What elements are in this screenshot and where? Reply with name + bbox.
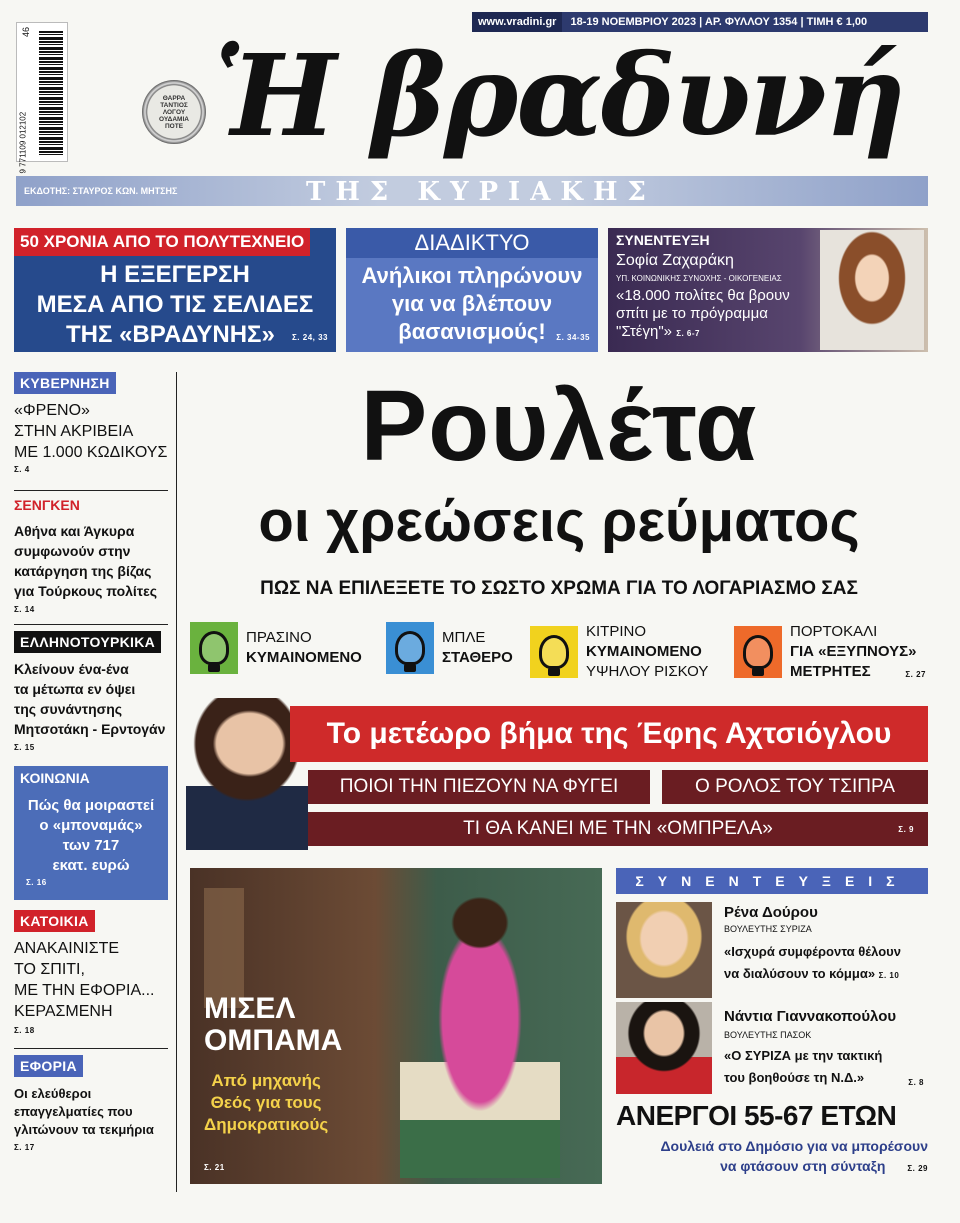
page-ref: Σ. 18 [14, 1026, 35, 1035]
unemployed-story[interactable] [616, 1100, 928, 1186]
sidebar-item-tax[interactable] [14, 1048, 168, 1162]
zacharaki-photo [820, 230, 924, 350]
achtsioglou-sub2: Ο ΡΟΛΟΣ ΤΟΥ ΤΣΙΠΡΑ [662, 770, 928, 804]
obama-name-2: ΟΜΠΑΜΑ [204, 1024, 343, 1057]
page-ref: Σ. 24, 33 [292, 333, 328, 342]
tariff-row [190, 620, 928, 682]
page-ref: Σ. 9 [898, 824, 914, 834]
sidebar-line: συμφωνούν στην [14, 543, 131, 559]
achtsioglou-sub3: ΤΙ ΘΑ ΚΑΝΕΙ ΜΕ ΤΗΝ «ΟΜΠΡΕΛΑ» [463, 818, 773, 839]
seal-text: ΘΑΡΡΑ ΤΑΝΤΙΟΣ ΛΟΓΟΥ ΟΥΔΑΜΙΑ ΠΟΤΕ [159, 94, 189, 130]
sidebar-line: τα μέτωπα εν όψει [14, 681, 136, 697]
sidebar-line: των 717 [62, 837, 120, 854]
bulb-icon [734, 626, 782, 678]
interviewee-role: ΥΠ. ΚΟΙΝΩΝΙΚΗΣ ΣΥΝΟΧΗΣ - ΟΙΚΟΓΕΝΕΙΑΣ [616, 274, 782, 283]
top-story-internet[interactable] [346, 228, 598, 352]
bulb-icon [530, 626, 578, 678]
achtsioglou-title: Το μετέωρο βήμα της Έφης Αχτσιόγλου [326, 717, 892, 750]
page-ref: Σ. 29 [907, 1164, 928, 1173]
lead-deck: ΠΩΣ ΝΑ ΕΠΙΛΕΞΕΤΕ ΤΟ ΣΩΣΤΟ ΧΡΩΜΑ ΓΙΑ ΤΟ ΛΟΓΑΡΙΑΣΜΟ ΣΑΣ [260, 578, 858, 599]
newspaper-logo[interactable]: Ἡ βραδυνή [214, 31, 905, 162]
interviewee-name: Νάντια Γιαννακοπούλου [724, 1008, 897, 1025]
obama-name-1: ΜΙΣΕΛ [204, 992, 296, 1025]
barcode-digits: 9 771109 012102 [18, 111, 28, 174]
barcode-bars [39, 31, 63, 155]
sidebar-tag: ΚΟΙΝΩΝΙΑ [20, 770, 90, 786]
lead-headline[interactable]: Ρουλέτα [360, 370, 758, 482]
sidebar-line: Αθήνα και Άγκυρα [14, 523, 135, 539]
achtsioglou-story[interactable] [186, 706, 928, 850]
sidebar-tag: ΕΛΛΗΝΟΤΟΥΡΚΙΚΑ [14, 631, 161, 653]
sidebar-tag: ΚΥΒΕΡΝΗΣΗ [14, 372, 116, 394]
story-line: ΤΗΣ «ΒΡΑΔΥΝΗΣ» [66, 321, 275, 348]
sidebar-line: κατάργηση της βίζας [14, 563, 152, 579]
page-ref: Σ. 14 [14, 605, 35, 614]
sidebar-item-housing[interactable] [14, 900, 168, 1048]
sidebar-line: της συνάντησης [14, 701, 123, 717]
sidebar-line: ΜΕ 1.000 ΚΩΔΙΚΟΥΣ [14, 444, 168, 461]
sidebar-line: εκατ. ευρώ [52, 857, 130, 874]
page-ref: Σ. 16 [26, 878, 47, 887]
obama-story[interactable] [190, 868, 602, 1184]
website-link[interactable]: www.vradini.gr [472, 12, 562, 32]
bulb-icon [190, 622, 238, 674]
seal-logo [142, 80, 206, 144]
tariff-label: ΠΡΑΣΙΝΟ [246, 629, 312, 646]
sunday-edition: ΤΗΣ ΚΥΡΙΑΚΗΣ [306, 177, 656, 207]
quote-line: "Στέγη"» [616, 323, 673, 340]
sidebar-line: επαγγελματίες που [14, 1104, 133, 1119]
column-divider [176, 372, 177, 1192]
issue-info: 18-19 ΝΟΕΜΒΡΙΟΥ 2023 | ΑΡ. ΦΥΛΛΟΥ 1354 | ΤΙΜΗ € 1,00 [570, 16, 868, 28]
barcode-number: 46 [21, 26, 32, 38]
interview-quote: του βοηθούσε τη Ν.Δ.» [724, 1070, 865, 1085]
barcode [16, 22, 68, 174]
lead-headline-2[interactable]: οι χρεώσεις ρεύματος [258, 489, 860, 554]
story-line: βασανισμούς! [398, 319, 546, 344]
achtsioglou-title-bar [290, 706, 928, 762]
story-kicker: ΣΥΝΕΝΤΕΥΞΗ [616, 232, 710, 248]
interview-quote: «Ισχυρά συμφέροντα θέλουν [724, 944, 901, 959]
sidebar-tag: ΚΑΤΟΙΚΙΑ [14, 910, 95, 932]
tariff-label: ΜΠΛΕ [442, 629, 486, 646]
sidebar-line: Οι ελεύθεροι [14, 1086, 92, 1101]
interviewee-name: Ρένα Δούρου [724, 904, 818, 921]
obama-desc: Θεός για τους [210, 1093, 322, 1112]
story-line: Ανήλικοι πληρώνουν [361, 263, 583, 288]
unemployed-line: να φτάσουν στη σύνταξη [720, 1158, 886, 1174]
page-ref: Σ. 27 [905, 670, 926, 679]
page-ref: Σ. 6-7 [676, 329, 700, 338]
sidebar-item-government[interactable] [14, 372, 168, 490]
tariff-note: ΜΕΤΡΗΤΕΣ [790, 663, 871, 680]
page-ref: Σ. 15 [14, 743, 35, 752]
sidebar-line: ΤΟ ΣΠΙΤΙ, [14, 961, 85, 978]
page-ref: Σ. 8 [908, 1078, 924, 1087]
sidebar-item-schengen[interactable] [14, 490, 168, 624]
story-line: για να βλέπουν [391, 291, 553, 316]
sidebar-tag: ΕΦΟΡΙΑ [14, 1055, 83, 1077]
sidebar [14, 372, 168, 1162]
story-kicker: 50 ΧΡΟΝΙΑ ΑΠΟ ΤΟ ΠΟΛΥΤΕΧΝΕΙΟ [14, 228, 310, 256]
interview-quote: «Ο ΣΥΡΙΖΑ με την τακτική [724, 1048, 883, 1063]
sidebar-line: Πώς θα μοιραστεί [27, 797, 155, 814]
page-ref: Σ. 17 [14, 1143, 35, 1152]
obama-desc: Από μηχανής [211, 1071, 321, 1090]
giannakopoulou-photo [616, 1002, 712, 1094]
sidebar-tag: ΣΕΝΓΚΕΝ [14, 497, 80, 513]
sidebar-line: για Τούρκους πολίτες [14, 583, 157, 599]
story-line: ΜΕΣΑ ΑΠΟ ΤΙΣ ΣΕΛΙΔΕΣ [36, 291, 314, 318]
tariff-label: ΠΟΡΤΟΚΑΛΙ [790, 623, 878, 640]
unemployed-title: ΑΝΕΡΓΟΙ 55-67 ΕΤΩΝ [616, 1100, 897, 1131]
page-ref: Σ. 4 [14, 465, 30, 474]
achtsioglou-sub3-bar [308, 812, 928, 846]
sidebar-line: «ΦΡΕΝΟ» [14, 402, 90, 419]
interviewee-role: ΒΟΥΛΕΥΤΗΣ ΠΑΣΟΚ [724, 1030, 812, 1040]
tariff-label: ΚΙΤΡΙΝΟ [586, 623, 647, 640]
sidebar-item-greek-turkish[interactable] [14, 624, 168, 766]
sidebar-line: γλιτώνουν τα τεκμήρια [14, 1122, 154, 1137]
obama-photo [400, 888, 560, 1178]
tariff-type: ΓΙΑ «ΕΞΥΠΝΟΥΣ» [790, 643, 917, 660]
page-ref: Σ. 21 [204, 1163, 225, 1172]
sidebar-line: ΜΕ ΤΗΝ ΕΦΟΡΙΑ... [14, 982, 155, 999]
quote-line: σπίτι με το πρόγραμμα [616, 305, 768, 322]
interviews-title: ΣΥΝΕΝΤΕΥΞΕΙΣ [635, 873, 909, 889]
sidebar-line: ΑΝΑΚΑΙΝΙΣΤΕ [14, 940, 120, 957]
publisher: ΕΚΔΟΤΗΣ: ΣΤΑΥΡΟΣ ΚΩΝ. ΜΗΤΣΗΣ [24, 186, 178, 196]
top-story-polytechnic[interactable] [14, 228, 336, 352]
story-kicker: ΔΙΑΔΙΚΤΥΟ [346, 228, 598, 258]
interview-dourou[interactable] [616, 902, 928, 998]
top-story-zacharaki[interactable] [608, 228, 928, 352]
subtitle-band [16, 176, 928, 206]
sidebar-line: Μητσοτάκη - Ερντογάν [14, 721, 166, 737]
unemployed-line: Δουλειά στο Δημόσιο για να μπορέσουν [660, 1138, 928, 1154]
achtsioglou-sub1: ΠΟΙΟΙ ΤΗΝ ΠΙΕΖΟΥΝ ΝΑ ΦΥΓΕΙ [308, 770, 650, 804]
dourou-photo [616, 902, 712, 998]
obama-desc: Δημοκρατικούς [204, 1115, 329, 1134]
tariff-type: ΣΤΑΘΕΡΟ [442, 649, 513, 666]
tariff-blue [386, 622, 513, 674]
tariff-note: ΥΨΗΛΟΥ ΡΙΣΚΟΥ [586, 663, 709, 680]
sidebar-item-society[interactable] [14, 766, 168, 900]
quote-line: «18.000 πολίτες θα βρουν [616, 287, 790, 304]
tariff-green [190, 622, 362, 674]
sidebar-line: ΚΕΡΑΣΜΕΝΗ [14, 1003, 113, 1020]
sidebar-line: Κλείνουν ένα-ένα [14, 661, 129, 677]
bulb-icon [386, 622, 434, 674]
interviewee-role: ΒΟΥΛΕΥΤΗΣ ΣΥΡΙΖΑ [724, 924, 812, 934]
room-window [204, 888, 244, 1008]
interview-quote: να διαλύσουν το κόμμα» [724, 966, 876, 981]
interviews-header [616, 868, 928, 894]
tariff-orange [734, 622, 916, 682]
sidebar-line: ο «μποναμάς» [39, 817, 143, 834]
story-line: Η ΕΞΕΓΕΡΣΗ [100, 261, 250, 288]
page-ref: Σ. 10 [878, 971, 900, 980]
sidebar-line: ΣΤΗΝ ΑΚΡΙΒΕΙΑ [14, 423, 134, 440]
page-ref: Σ. 34-35 [556, 333, 590, 342]
tariff-type: ΚΥΜΑΙΝΟΜΕΝΟ [586, 643, 702, 660]
tariff-type: ΚΥΜΑΙΝΟΜΕΝΟ [246, 649, 362, 666]
interview-giannakopoulou[interactable] [616, 1002, 928, 1098]
interviewee-name: Σοφία Ζαχαράκη [616, 252, 734, 269]
tariff-yellow [530, 622, 708, 682]
